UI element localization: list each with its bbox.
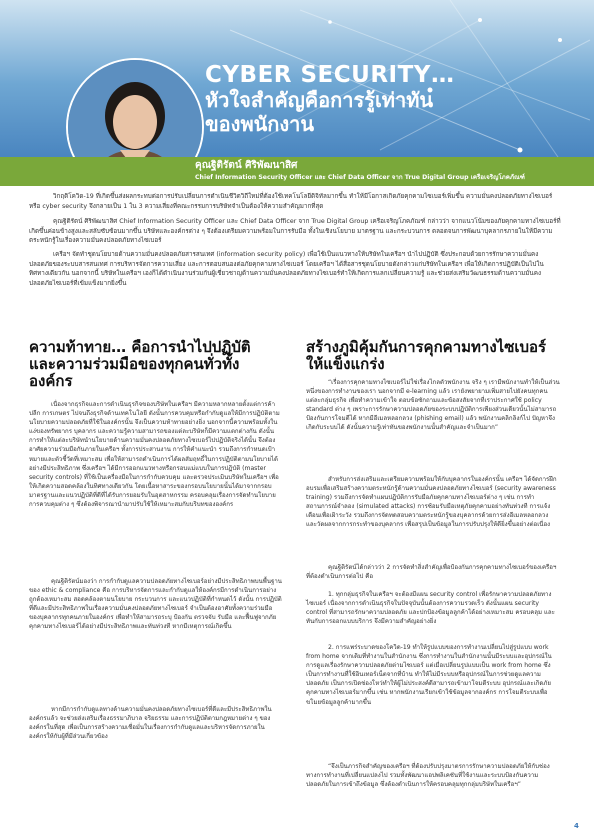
body-paragraph: คุณฐิติรัตน์มองว่า การกำกับดูแลความปลอดภัยทางไซเบอร์อย่างมีประสิทธิภาพบนพื้นฐานของ ethic & compliance คือ การบริหารจัดการและกำกับดูแลให้องค์กรมีการดำเนินการอย่างถูกต้องเหมาะสม สอดคล้องตามนโยบาย กระบวนการ และแนวปฏิบัติที่กำหนดไว้ ดังนั้น การปฏิบัติที่ดีและมีประสิทธิภาพในเรื่องความมั่นคงปลอดภัยทางไซเบอร์ จำเป็นต้องอาศัยทั้งความร่วมมือของบุคลากรทุกคนภายในองค์กร เพื่อทำให้สามารถระบุ ป้องกัน ตรวจจับ รับมือ และฟื้นฟูจากภัยคุกคามทางไซเบอร์ได้อย่างมีประสิทธิภาพและทันท่วงที หากมีเหตุการณ์เกิดขึ้น <box>29 578 282 631</box>
body-paragraph: สำหรับการส่งเสริมและเตรียมความพร้อมให้กับบุคลากรในองค์กรนั้น เครือฯ ได้จัดการฝึกอบรมเพื่อเสริมสร้างความตระหนักรู้ด้านความมั่นคงปลอดภัยทางไซเบอร์ (security awareness training) รวมถึงการจัดทำแผนปฏิบัติการรับมือภัยคุกคามทางไซเบอร์ต่าง ๆ เช่น การทำสถานการณ์จำลอง (simulated attacks) การซ้อมรับมือเหตุภัยคุกคามอย่างทันท่วงที การแจ้งเตือนเพื่อเฝ้าระวัง รวมถึงการจัดทดสอบความตระหนักรู้ของบุคลากรด้วยการส่งอีเมลหลอกลวง และวัดผลจากการกระทำของบุคลากร เพื่อสรุปเป็นข้อมูลในการปรับปรุงให้ดียิ่งขึ้นอย่างต่อเนื่อง <box>306 476 557 529</box>
quote-paragraph: “จึงเป็นภารกิจสำคัญของเครือฯ ที่ต้องปรับปรุงมาตรการรักษาความปลอดภัยให้กับช่องทางการทำงานที่เปลี่ยนแปลงไป รวมทั้งพัฒนาแอปพลิเคชันที่ใช้งานและระบบป้องกันความปลอดภัยในการเข้าถึงข้อมูล ซึ่งต้องดำเนินการให้ครอบคลุมทุกกลุ่มบริษัทในเครือฯ” <box>306 763 550 789</box>
intro-paragraph: เครือฯ จัดทำชุดนโยบายด้านความมั่นคงปลอดภัยสารสนเทศ (information security policy) เพื่อใช้เป็นแนวทางให้บริษัทในเครือฯ นำไปปฏิบัติ ซึ่งประกอบด้วยการรักษาความมั่นคงปลอดภัยของระบบสารสนเทศ การบริหารจัดการความเสี่ยง และการตอบสนองต่อภัยคุกคามทางไซเบอร์ โดยเครือฯ ได้สื่อสารชุดนโยบายดังกล่าวแก่บริษัทในเครือฯ เพื่อให้เกิดการปฏิบัติเป็นไปในทิศทางเดียวกัน นอกจากนี้ บริษัทในเครือฯ เองก็ได้ดำเนินงานร่วมกันผู้เชี่ยวชาญด้านความมั่นคงปลอดภัยทางไซเบอร์ทำให้เกิดการแลกเปลี่ยนความรู้ และช่วยส่งเสริมวัฒนธรรมด้านความมั่นคงปลอดภัยไซเบอร์ที่เข้มแข็งมากยิ่งขึ้น <box>29 251 544 287</box>
left-column-heading: ความท้าทาย… คือการนำไปปฏิบัติและความร่วมมือของทุกคนทั่วทั้งองค์กร <box>29 338 251 390</box>
intro-paragraph: คุณฐิติรัตน์ ศิริพัฒนาสิศ Chief Information Security Officer และ Chief Data Officer จาก True Digital Group เครือเจริญโภคภัณฑ์ กล่าวว่า จากแนวโน้มของภัยคุกคามทางไซเบอร์ที่เกิดขึ้นค่อนข้างสูงและสลับซับซ้อนมากขึ้น บริษัทและองค์กรต่าง ๆ จึงต้องเตรียมความพร้อมในการรับมือ ทั้งในเชิงนโยบาย มาตรฐาน และกระบวนการ ตลอดจนการพัฒนาบุคลากรภายในให้มีความตระหนักรู้ในเรื่องความมั่นคงปลอดภัยทางไซเบอร์ <box>29 218 561 244</box>
author-role: Chief Information Security Officer และ Chief Data Officer จาก True Digital Group เครือเจริญโภคภัณฑ์ <box>195 174 525 181</box>
header-banner <box>0 0 594 186</box>
quote-paragraph: “เรื่องการคุกคามทางไซเบอร์ไม่ใช่เรื่องไกลตัวพนักงาน จริง ๆ เรามีพนักงานทำให้เป็นส่วนหนึ่งของการทำงานของเรา นอกจากมี e-learning แล้ว เรายังพยายามเพิ่มสายไปยังคนทุกคนแต่ละกลุ่มธุรกิจ เพื่อทำความเข้าใจ ตอบข้อซักถามและข้อสงสัยจากที่เราประกาศใช้ policy standard ต่าง ๆ เพราะการรักษาความปลอดภัยของระบบปฏิบัติการเพียงส่วนเดียวนั้นไม่สามารถป้องกันการโจมตีได้ หากมีอีเมลหลอกลวง (phishing email) แล้ว พนักงานคลิกลิงก์ไป ปัญหาจึงเกิดกับระบบได้ ดังนั้นความรู้เท่าทันของพนักงานนั้นสำคัญและจำเป็นมาก” <box>306 379 560 432</box>
list-item: 2. การแพร่ระบาดของโควิด-19 ทำให้รูปแบบของการทำงานเปลี่ยนไปสู่รูปแบบ work from home จากเดิมที่ทำงานในสำนักงาน ซึ่งการทำงานในสำนักงานนั้นมีระบบและอุปกรณ์ในการดูแลเรื่องรักษาความปลอดภัยต่ามไซเบอร์ แต่เมื่อเปลี่ยนรูปแบบเป็น work from home ซึ่งเป็นการทำงานที่ใช้อินเทอร์เน็ตจากที่บ้าน ทำให้ไม่มีระบบหรืออุปกรณ์ในการช่วยดูแลความปลอดภัย เป็นการเปิดช่องโหว่ทำให้ผู้ไม่ประสงค์ดีสามารถเข้ามาโจมตีระบบ อุปกรณ์และเกิดภัยคุกคามทางไซเบอร์มากขึ้น เช่น หากพนักงานเรียกเข้าใช้ข้อมูลจากองค์กร การโจมตีระบบเพื่อขโมยข้อมูลลูกค้ามากขึ้น <box>306 644 552 706</box>
headline-english: CYBER SECURITY… <box>205 62 455 88</box>
page-number: 4 <box>574 822 579 830</box>
author-name: คุณฐิติรัตน์ ศิริพัฒนาสิศ <box>195 160 298 171</box>
intro-paragraph: วิกฤติโควิด-19 ที่เกิดขึ้นส่งผลกระทบต่อการปรับเปลี่ยนการดำเนินชีวิตวิถีใหม่ที่ต้องใช้เทคโนโลยีดิจิทัลมากขึ้น ทำให้มีโอกาสเกิดภัยคุกคามไซเบอร์เพิ่มขึ้น ความมั่นคงปลอดภัยทางไซเบอร์ หรือ cyber security จึงกลายเป็น 1 ใน 3 ความเสี่ยงที่คณะกรรมการบริษัทจำเป็นต้องให้ความสำคัญมากที่สุด <box>29 193 553 210</box>
headline-thai: หัวใจสำคัญคือการรู้เท่าทันของพนักงาน <box>205 88 434 136</box>
body-paragraph: คุณฐิติรัตน์ได้กล่าวว่า 2 การจัดทำสิ่งสำคัญเพื่อป้องกันการคุกคามทางไซเบอร์ของเครือฯ ที่ต้องดำเนินการต่อไป คือ <box>306 564 557 581</box>
body-paragraph: หากมีการกำกับดูแลทางด้านความมั่นคงปลอดภัยทางไซเบอร์ที่ดีและมีประสิทธิภาพในองค์กรแล้ว จะช่วยส่งเสริมเรื่องธรรมาภิบาล จริยธรรม และการปฏิบัติตามกฎหมายต่าง ๆ ขององค์กรในที่สุด เพื่อเป็นการสร้างความเชื่อมั่นในเรื่องการกำกับดูแลและบริหารจัดการภายในองค์กรให้กับผู้ที่มีส่วนเกี่ยวข้อง <box>29 706 272 741</box>
body-paragraph: เนื่องจากธุรกิจและการดำเนินธุรกิจของบริษัทในเครือฯ มีความหลากหลายตั้งแต่การค้าปลีก การเกษตร ไปจนถึงธุรกิจด้านเทคโนโลยี ดังนั้นการควบคุมหรือกำกับดูแลให้มีการปฏิบัติตามนโยบายความปลอดภัยที่ใช้ในองค์กรนั้น จึงเป็นความท้าทายอย่างยิ่ง นอกจากนี้ความพร้อมทั้งในแง่ของทรัพยากร บุคลากร และความรู้ความสามารถของแต่ละบริษัทก็มีความแตกต่างกัน ดังนั้นการทำให้แต่ละบริษัทนำนโยบายด้านความมั่นคงปลอดภัยทางไซเบอร์ไปปฏิบัติจริงได้นั้น จึงต้องอาศัยความร่วมมือกันภายในเครือฯ ทั้งการประสานงาน การให้คำแนะนำ รวมถึงการกำหนดเป้าหมายและตัวชี้วัดที่เหมาะสม เพื่อให้สามารถดำเนินการได้ผลสัมฤทธิ์ในการปฏิบัติตามนโยบายได้อย่างมีประสิทธิภาพ ซึ่งเครือฯ ได้มีการออกแนวทางหรือกรอบแม่แบบในการปฏิบัติ (master security controls) ที่ใช้เป็นเครื่องมือในการกำกับควบคุม และตรวจประเมินบริษัทในเครือฯ เพื่อให้เกิดความสอดคล้องในทิศทางเดียวกัน โดยเนื้อหาสาระของกรอบนโยบายนั้นได้มาจากกรอบมาตรฐานและแนวปฏิบัติที่ดีที่ได้รับการยอมรับในอุตสาหกรรม ครอบคลุมเรื่องการจัดทำนโยบาย การควบคุมต่าง ๆ ซึ่งต้องพิจารณานำมาปรับใช้ให้เหมาะสมกับบริบทขององค์กร <box>29 401 280 509</box>
list-item: 1. ทุกกลุ่มธุรกิจในเครือฯ จะต้องมีแผน security control เพื่อรักษาความปลอดภัยทางไซเบอร์ เนื่องจากการดำเนินธุรกิจในปัจจุบันนั้นต้องการความรวดเร็ว ดังนั้นแผน security control ที่สามารถรักษาความปลอดภัย และปกป้องข้อมูลลูกค้าได้อย่างเหมาะสม ครอบคลุม และทันกับการออกแบบบริการ จึงมีความสำคัญอย่างยิ่ง <box>306 591 555 626</box>
right-column-heading: สร้างภูมิคุ้มกันการคุกคามทางไซเบอร์ให้แข็งแกร่ง <box>306 338 547 373</box>
